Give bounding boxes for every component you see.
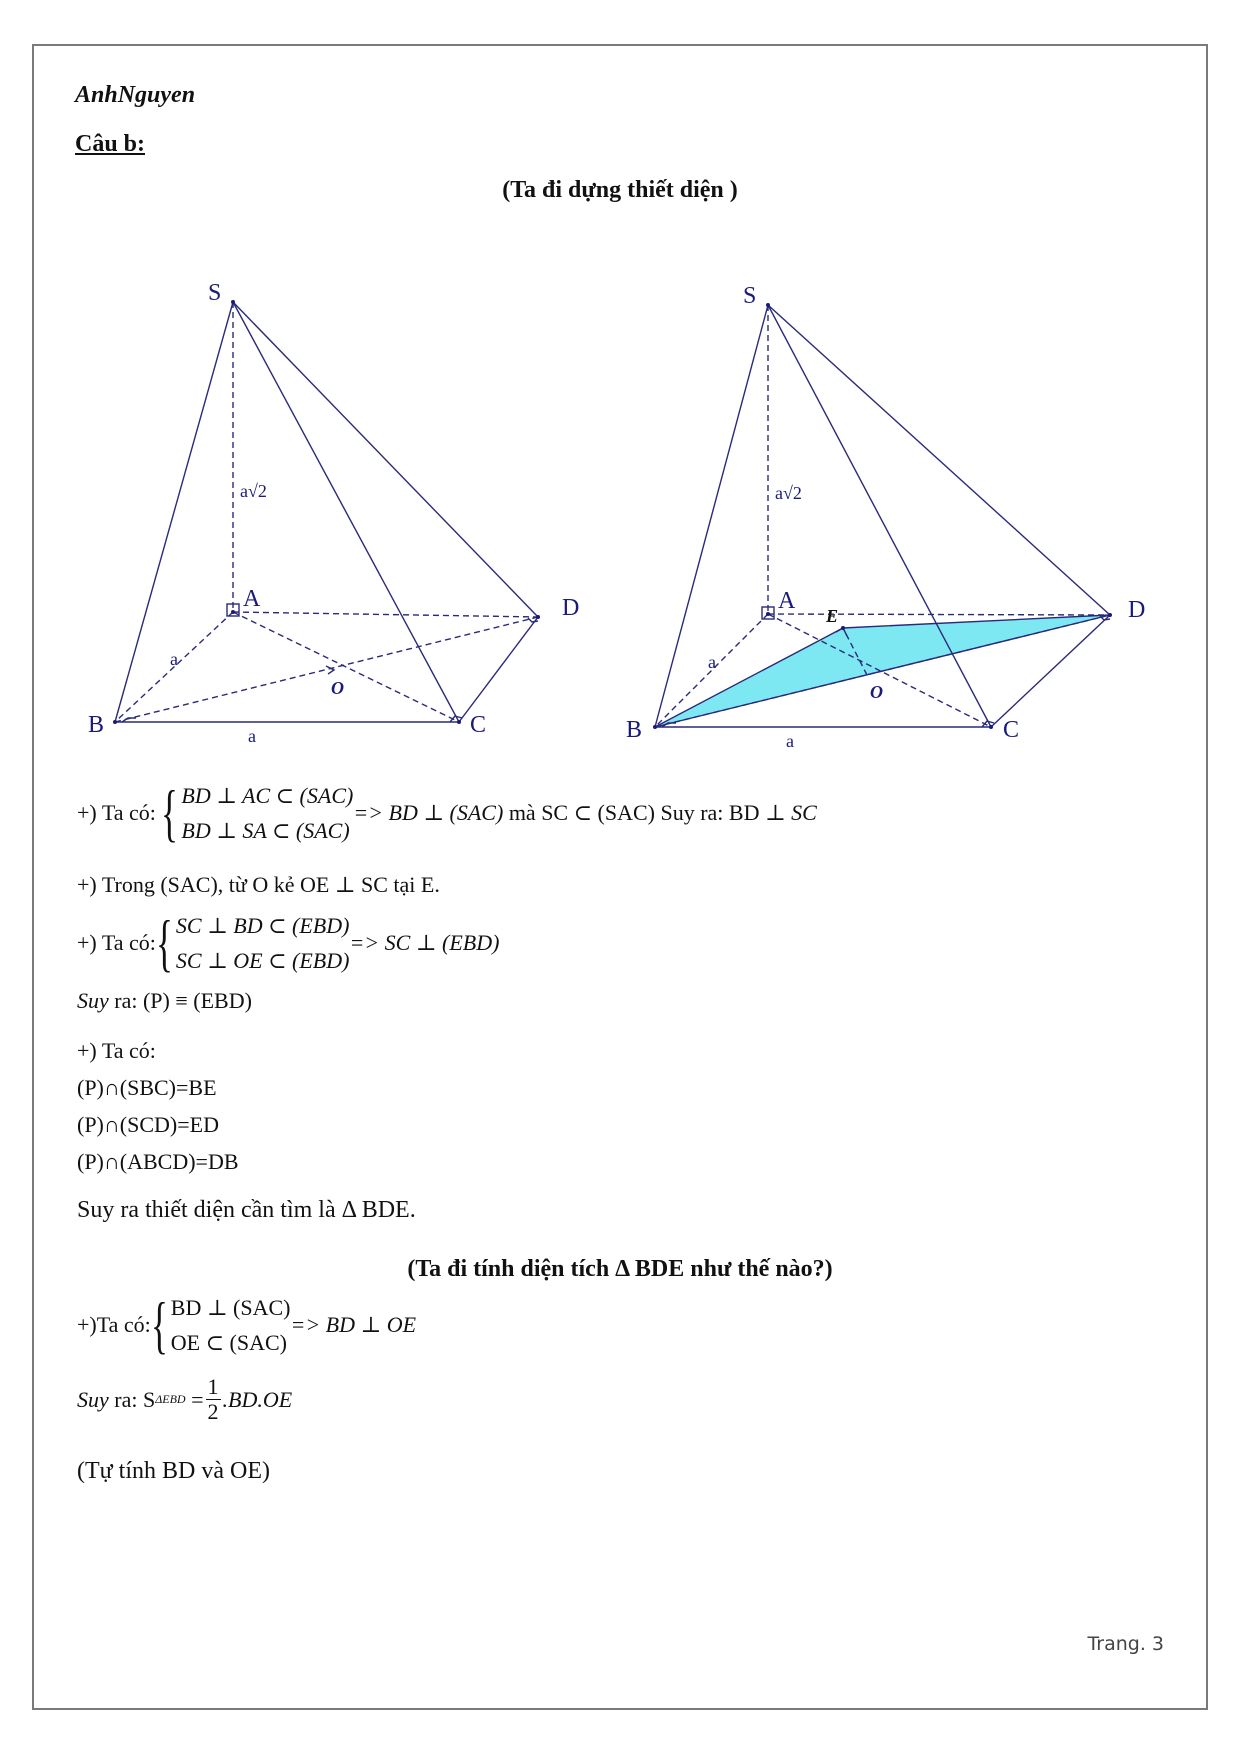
statement-bd-perp-sac: +) Ta có: { BD ⊥ AC ⊂ (SAC) BD ⊥ SA ⊂ (SAC) => BD ⊥ (SAC) mà SC ⊂ (SAC) Suy ra: BD ⊥ SC xyxy=(77,777,817,848)
intersections-intro: +) Ta có: xyxy=(77,1038,156,1063)
edge-SD xyxy=(233,302,538,617)
label-AB-a: a xyxy=(170,649,178,669)
brace: { xyxy=(155,907,173,978)
statement-oe-perp-sc: +) Trong (SAC), từ O kẻ OE ⊥ SC tại E. xyxy=(77,872,440,897)
label-O: O xyxy=(331,678,344,698)
brace: { xyxy=(150,1289,168,1360)
label-C: C xyxy=(470,712,487,738)
label-O: O xyxy=(870,682,883,702)
label-D: D xyxy=(1128,597,1146,623)
label-A: A xyxy=(243,586,261,612)
intersection-scd: (P)∩(SCD)=ED xyxy=(77,1112,219,1137)
label-D: D xyxy=(562,595,580,621)
edge-SC xyxy=(233,302,459,722)
diag-BD xyxy=(115,617,538,722)
label-height: a√2 xyxy=(240,481,267,501)
page-number: Trang. 3 xyxy=(1087,1633,1164,1655)
label-B: B xyxy=(88,712,105,738)
pyramid-figure-right xyxy=(600,270,1160,750)
system: BD ⊥ AC ⊂ (SAC) BD ⊥ SA ⊂ (SAC) xyxy=(181,783,354,843)
pyramid-figure-left xyxy=(70,270,610,750)
fraction-one-half: $\frac{1}{2}$ xyxy=(207,1374,219,1424)
area-formula: Suy ra: S ΔEBD = $\frac{1}{2}$ .BD.OE xyxy=(77,1374,293,1424)
brace: { xyxy=(161,777,179,848)
label-A: A xyxy=(778,588,796,614)
intersection-sbc: (P)∩(SBC)=BE xyxy=(77,1075,217,1100)
heading-construct-section: (Ta đi dựng thiết diện ) xyxy=(502,177,738,203)
label-B: B xyxy=(626,717,643,743)
label-C: C xyxy=(1003,717,1020,743)
statement-sc-perp-ebd: +) Ta có: { SC ⊥ BD ⊂ (EBD) SC ⊥ OE ⊂ (EBD) => SC ⊥ (EBD) xyxy=(77,907,500,978)
label-S: S xyxy=(743,283,757,309)
edge-AD xyxy=(233,612,538,617)
system: SC ⊥ BD ⊂ (EBD) SC ⊥ OE ⊂ (EBD) xyxy=(175,913,350,973)
edge-SD xyxy=(768,305,1110,615)
label-E: E xyxy=(826,606,839,626)
statement-bd-perp-oe: +)Ta có: { BD ⊥ (SAC) OE ⊂ (SAC) => BD ⊥ OE xyxy=(77,1289,417,1360)
label-BC-a: a xyxy=(786,731,794,750)
diag-AC xyxy=(233,612,459,722)
label-AB-a: a xyxy=(708,652,716,672)
intersection-abcd: (P)∩(ABCD)=DB xyxy=(77,1149,239,1174)
label-BC-a: a xyxy=(248,726,256,746)
author: AnhNguyen xyxy=(75,82,196,108)
system: BD ⊥ (SAC) OE ⊂ (SAC) xyxy=(170,1295,291,1355)
label-height: a√2 xyxy=(775,483,802,503)
exercise-note: (Tự tính BD và OE) xyxy=(77,1458,270,1484)
edge-AD xyxy=(768,614,1110,615)
section-conclusion: Suy ra thiết diện cần tìm là Δ BDE. xyxy=(77,1197,416,1223)
statement-p-equals-ebd: Suy ra: (P) ≡ (EBD) xyxy=(77,988,252,1013)
section-label: Câu b: xyxy=(75,131,146,157)
right-angle-O xyxy=(326,666,334,674)
edge-CD xyxy=(459,617,538,722)
heading-area: (Ta đi tính diện tích Δ BDE như thế nào?) xyxy=(407,1256,833,1282)
label-S: S xyxy=(208,280,222,306)
